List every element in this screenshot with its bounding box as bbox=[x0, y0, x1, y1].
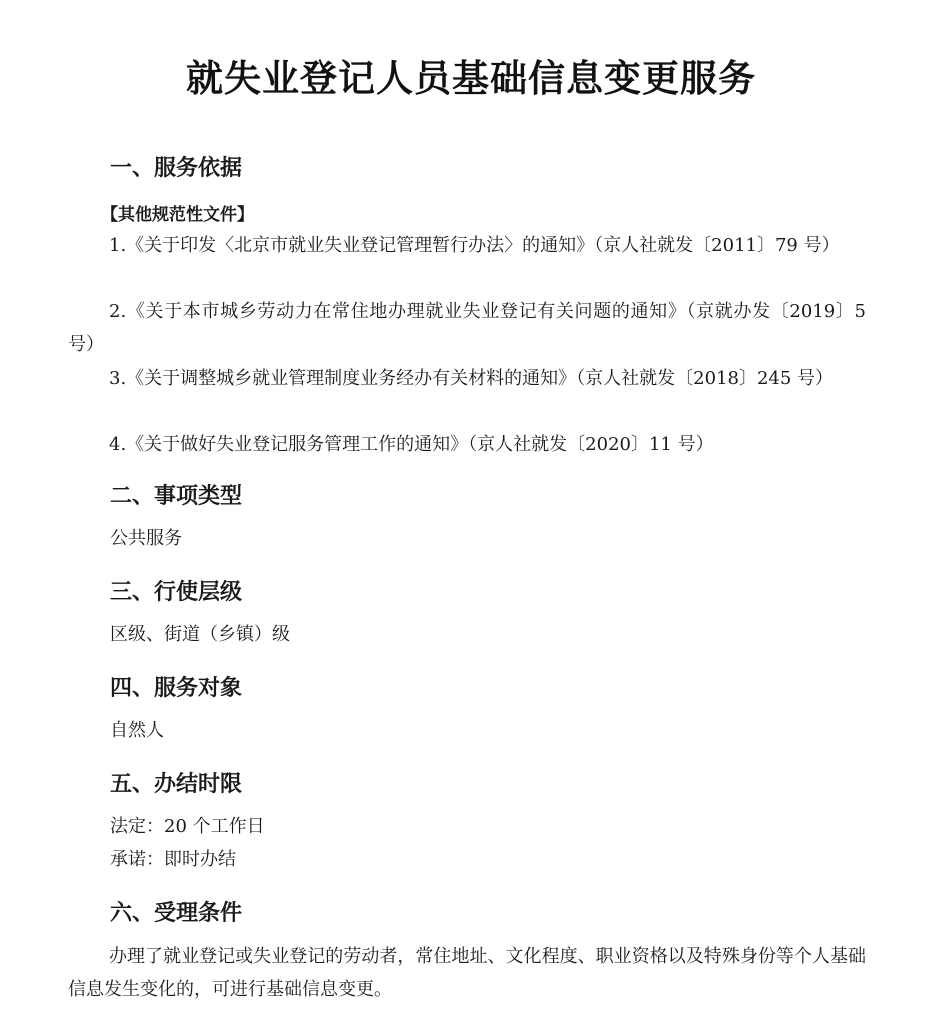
section-heading-target: 四、服务对象 bbox=[110, 676, 243, 701]
basis-item-1: 1.《关于印发〈北京市就业失业登记管理暂行办法〉的通知》（京人社就发〔2011〕79 号） bbox=[109, 235, 840, 256]
section-heading-conditions: 六、受理条件 bbox=[110, 901, 243, 926]
section-heading-type: 二、事项类型 bbox=[110, 484, 243, 509]
subheading-other-documents: 【其他规范性文件】 bbox=[101, 205, 254, 225]
time-limit-legal: 法定：20 个工作日 bbox=[110, 816, 265, 837]
page-title: 就失业登记人员基础信息变更服务 bbox=[186, 57, 756, 100]
level-content: 区级、街道（乡镇）级 bbox=[110, 624, 290, 645]
target-content: 自然人 bbox=[110, 720, 164, 741]
type-content: 公共服务 bbox=[110, 528, 182, 549]
basis-item-3: 3.《关于调整城乡就业管理制度业务经办有关材料的通知》（京人社就发〔2018〕245 号） bbox=[109, 368, 834, 389]
section-heading-time-limit: 五、办结时限 bbox=[110, 772, 243, 797]
time-limit-promise: 承诺：即时办结 bbox=[110, 849, 236, 870]
basis-item-2: 2.《关于本市城乡劳动力在常住地办理就业失业登记有关问题的通知》（京就办发〔2019〕5 号） bbox=[68, 301, 866, 355]
section-heading-basis: 一、服务依据 bbox=[110, 156, 243, 181]
basis-item-4: 4.《关于做好失业登记服务管理工作的通知》（京人社就发〔2020〕11 号） bbox=[109, 434, 714, 455]
conditions-content: 办理了就业登记或失业登记的劳动者，常住地址、文化程度、职业资格以及特殊身份等个人基础信息发生变化的，可进行基础信息变更。 bbox=[68, 946, 866, 1000]
section-heading-level: 三、行使层级 bbox=[110, 580, 243, 605]
